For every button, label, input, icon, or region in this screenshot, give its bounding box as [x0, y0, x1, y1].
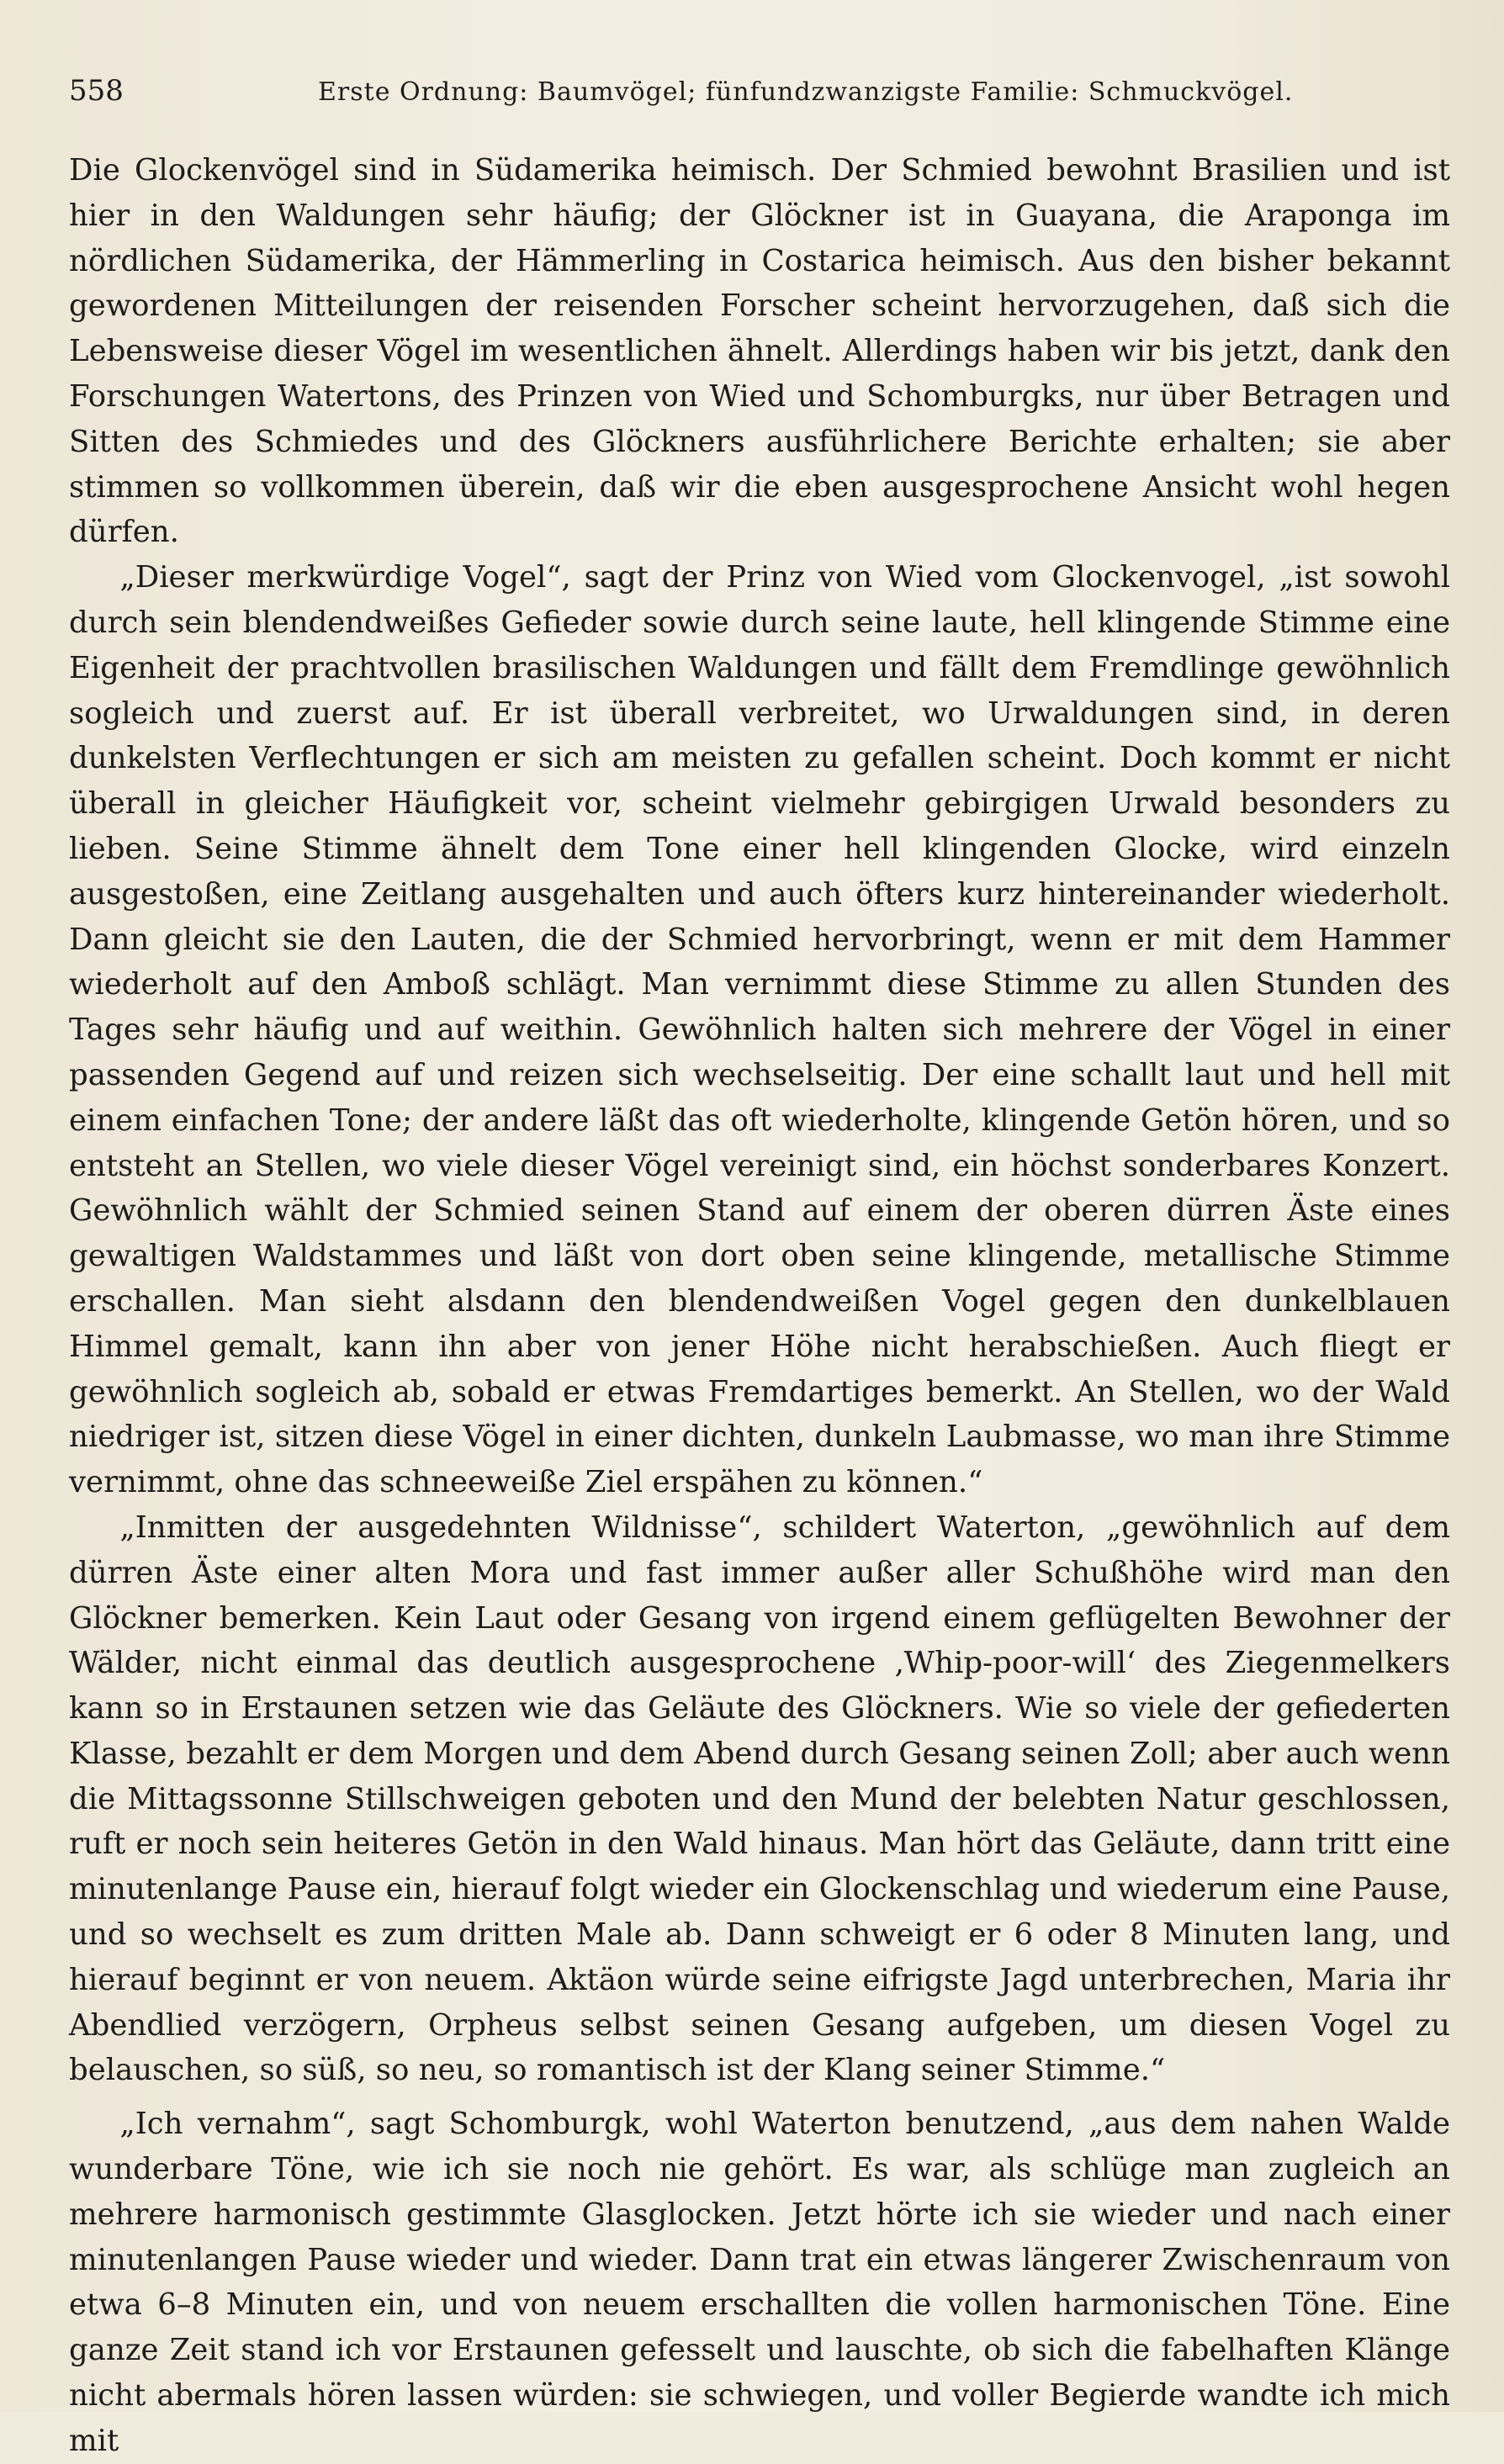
paragraph-4: „Ich vernahm“, sagt Schomburgk, wohl Waterton benutzend, „aus dem nahen Walde wunderbare Töne, wie ich sie noch nie gehört. Es war, als schlüge man zugleich an mehrere harmonisch gestimmte Glasglocken. Jetzt hörte ich sie wieder und nach einer minutenlangen Pause wieder und wieder. Dann trat ein etwas längerer Zwischenraum von etwa 6–8 Minuten ein, und von neuem erschallten die vollen harmonischen Töne. Eine ganze Zeit stand ich vor Erstaunen gefesselt und lauschte, ob sich die fabelhaften Klänge nicht abermals hören lassen würden: sie schwiegen, und voller Begierde wandte ich mich mit [69, 2107, 1450, 2458]
running-title: Erste Ordnung: Baumvögel; fünfundzwanzigste Familie: Schmuckvögel. [318, 77, 1294, 107]
paragraph-2: „Dieser merkwürdige Vogel“, sagt der Prinz von Wied vom Glockenvogel, „ist sowohl durch sein blendendweißes Gefieder sowie durch seine laute, hell klingende Stimme eine Eigenheit der prachtvollen brasilischen Waldungen und fällt dem Fremdlinge gewöhnlich sogleich und zuerst auf. Er ist überall verbreitet, wo Urwaldungen sind, in deren dunkelsten Verflechtungen er sich am meisten zu gefallen scheint. Doch kommt er nicht überall in gleicher Häufigkeit vor, scheint vielmehr gebirgigen Urwald besonders zu lieben. Seine Stimme ähnelt dem Tone einer hell klingenden Glocke, wird einzeln ausgestoßen, eine Zeitlang ausgehalten und auch öfters kurz hintereinander wiederholt. Dann gleicht sie den Lauten, die der Schmied hervorbringt, wenn er mit dem Hammer wiederholt auf den Amboß schlägt. Man vernimmt diese Stimme zu allen Stunden des Tages sehr häufig und auf weithin. Gewöhnlich halten sich mehrere der Vögel in einer passenden Gegend auf und reizen sich wechselseitig. Der eine schallt laut und hell mit einem einfachen Tone; der andere läßt das oft wiederholte, klingende Getön hören, und so entsteht an Stellen, wo viele dieser Vögel vereinigt sind, ein höchst sonderbares Konzert. Gewöhnlich wählt der Schmied seinen Stand auf einem der oberen dürren Äste eines gewaltigen Waldstammes und läßt von dort oben seine klingende, metallische Stimme erschallen. Man sieht alsdann den blendendweißen Vogel gegen den dunkelblauen Himmel gemalt, kann ihn aber von jener Höhe nicht herabschießen. Auch fliegt er gewöhnlich sogleich ab, sobald er etwas Fremdartiges bemerkt. An Stellen, wo der Wald niedriger ist, sitzen diese Vögel in einer dichten, dunkeln Laubmasse, wo man ihre Stimme vernimmt, ohne das schneeweiße Ziel erspähen zu können.“ [69, 560, 1450, 1500]
body-text [69, 148, 1450, 2464]
page-number: 558 [69, 74, 124, 108]
paragraph-1: Die Glockenvögel sind in Südamerika heimisch. Der Schmied bewohnt Brasilien und ist hier in den Waldungen sehr häufig; der Glöckner ist in Guayana, die Araponga im nördlichen Südamerika, der Hämmerling in Costarica heimisch. Aus den bisher bekannt gewordenen Mitteilungen der reisenden Forscher scheint hervorzugehen, daß sich die Lebensweise dieser Vögel im wesentlichen ähnelt. Allerdings haben wir bis jetzt, dank den Forschungen Watertons, des Prinzen von Wied und Schomburgks, nur über Betragen und Sitten des Schmiedes und des Glöckners ausführlichere Berichte erhalten; sie aber stimmen so vollkommen überein, daß wir die eben ausgesprochene Ansicht wohl hegen dürfen. [69, 153, 1450, 550]
page-header [69, 74, 1450, 123]
paragraph-3: „Inmitten der ausgedehnten Wildnisse“, schildert Waterton, „gewöhnlich auf dem dürren Äste einer alten Mora und fast immer außer aller Schußhöhe wird man den Glöckner bemerken. Kein Laut oder Gesang von irgend einem geflügelten Bewohner der Wälder, nicht einmal das deutlich ausgesprochene ‚Whip-poor-will‘ des Ziegenmelkers kann so in Erstaunen setzen wie das Geläute des Glöckners. Wie so viele der gefiederten Klasse, bezahlt er dem Morgen und dem Abend durch Gesang seinen Zoll; aber auch wenn die Mittagssonne Stillschweigen geboten und den Mund der belebten Natur geschlossen, ruft er noch sein heiteres Getön in den Wald hinaus. Man hört das Geläute, dann tritt eine minutenlange Pause ein, hierauf folgt wieder ein Glockenschlag und wiederum eine Pause, und so wechselt es zum dritten Male ab. Dann schweigt er 6 oder 8 Minuten lang, und hierauf beginnt er von neuem. Aktäon würde seine eifrigste Jagd unterbrechen, Maria ihr Abendlied verzögern, Orpheus selbst seinen Gesang aufgeben, um diesen Vogel zu belauschen, so süß, so neu, so romantisch ist der Klang seiner Stimme.“ [69, 1510, 1450, 2088]
